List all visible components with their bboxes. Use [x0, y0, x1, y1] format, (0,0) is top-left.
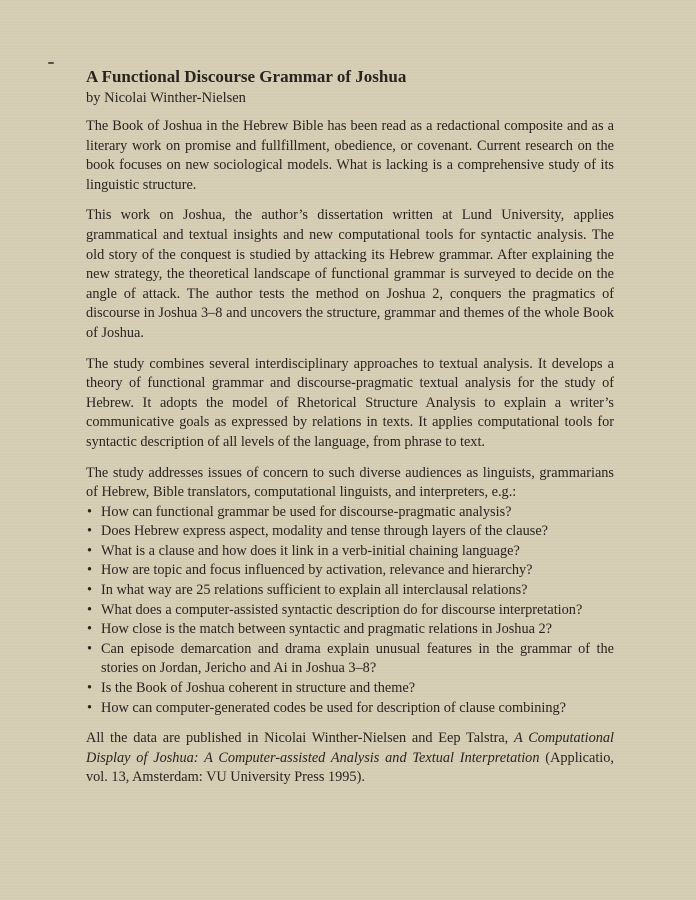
list-item: • What is a clause and how does it link in a verb-initial chaining language? [86, 542, 614, 562]
list-item: • How close is the match between syntactic and pragmatic relations in Joshua 2? [86, 620, 614, 640]
paragraph-dissertation: This work on Joshua, the author’s dissertation written at Lund University, applies grammatical and textual insights and new computational tools for syntactic analysis. The old story of the conquest is studied by attacking its Hebrew grammar. After explaining the new strategy, the theoretical landscape of functional grammar is surveyed to decide on the angle of attack. The author tests the method on Joshua 2, conquers the pragmatics of discourse in Joshua 3–8 and uncovers the structure, grammar and themes of the whole Book of Joshua. [86, 207, 614, 341]
list-item: • How are topic and focus influenced by activation, relevance and hierarchy? [86, 561, 614, 581]
list-item: • Is the Book of Joshua coherent in structure and theme? [86, 679, 614, 699]
paragraph-closing [86, 729, 614, 788]
book-title: A Functional Discourse Grammar of Joshua [86, 67, 407, 86]
closing-intro: All the data are published in Nicolai Winther-Nielsen and Eep Talstra, [86, 730, 514, 747]
closing-citation: (Applicatio, vol. 13, Amsterdam: VU University Press 1995). [86, 749, 614, 786]
list-item: • How can functional grammar be used for discourse-pragmatic analysis? [86, 503, 614, 523]
list-item: • In what way are 25 relations sufficient to explain all interclausal relations? [86, 581, 614, 601]
ink-speck [48, 62, 54, 64]
list-item: • Can episode demarcation and drama explain unusual features in the grammar of the stories on Jordan, Jericho and Ai in Joshua 3–8? [86, 640, 614, 679]
list-item: • Does Hebrew express aspect, modality and tense through layers of the clause? [86, 522, 614, 542]
closing-book-title: A Computational Display of Joshua: A Computer-assisted Analysis and Textual Interpretation [86, 730, 615, 766]
list-item: • What does a computer-assisted syntactic description do for discourse interpretation? [86, 601, 614, 621]
question-list [86, 503, 614, 719]
back-cover-text [86, 66, 614, 799]
author-line: by Nicolai Winther-Nielsen [86, 90, 246, 106]
paragraph-audiences: The study addresses issues of concern to such diverse audiences as linguists, grammarians of Hebrew, Bible translators, computational linguists, and interpreters, e.g.: [86, 464, 614, 501]
list-item: • How can computer-generated codes be used for description of clause combining? [86, 699, 614, 719]
paragraph-intro: The Book of Joshua in the Hebrew Bible has been read as a redactional composite and as a literary work on promise and fullfillment, obedience, or covenant. Current research on the book focuses on new sociological models. What is lacking is a comprehensive study of its linguistic structure. [86, 118, 614, 193]
paragraph-approaches: The study combines several interdisciplinary approaches to textual analysis. It develops a theory of functional grammar and discourse-pragmatic textual analysis for the study of Hebrew. It adopts the model of Rhetorical Structure Analysis to explain a writer’s communicative goals as expressed by relations in texts. It applies computational tools for syntactic description of all levels of the language, from phrase to text. [86, 355, 614, 450]
